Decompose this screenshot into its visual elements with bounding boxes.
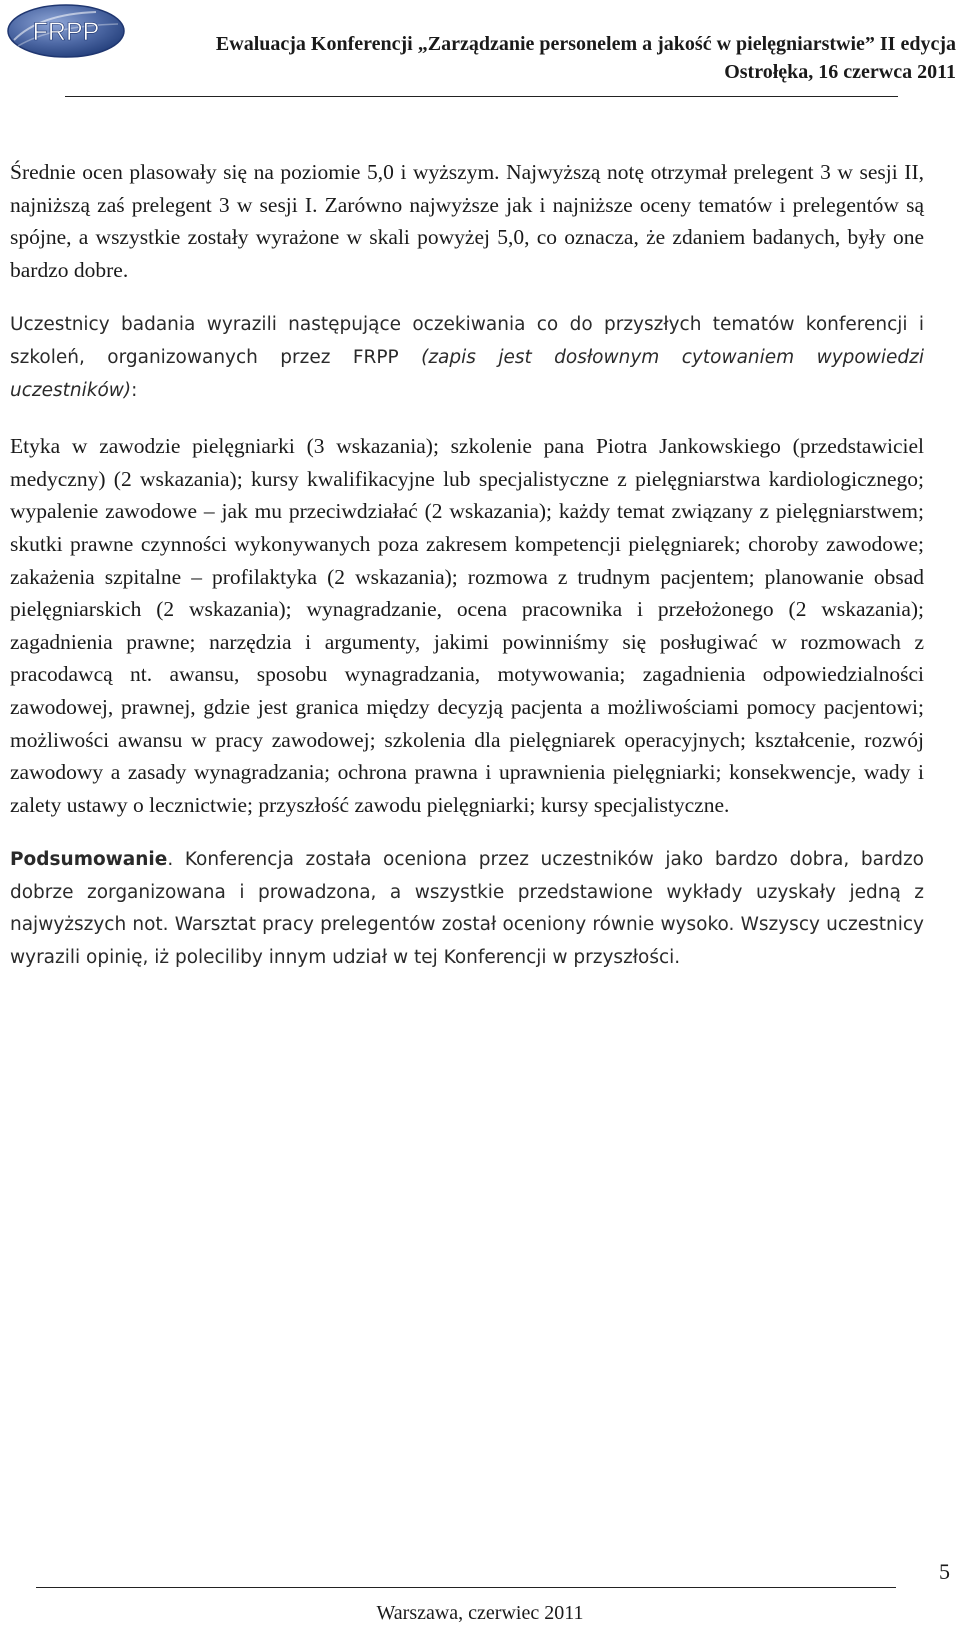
- expectations-intro-colon: :: [131, 379, 138, 401]
- header-title-line2: Ostrołęka, 16 czerwca 2011: [724, 61, 956, 83]
- footer-divider: [36, 1587, 896, 1588]
- page-number: 5: [939, 1559, 950, 1584]
- frpp-logo: [0, 0, 128, 62]
- document-header: [216, 30, 956, 86]
- expectations-intro-text: Uczestnicy badania wyrazili następujące oczekiwania co do przyszłych tematów konferencji i szkoleń, organizowanych przez FRPP: [10, 314, 924, 368]
- footer-location-date: Warszawa, czerwiec 2011: [376, 1602, 584, 1624]
- paragraph-topics-list: Etyka w zawodzie pielęgniarki (3 wskazania); szkolenie pana Piotra Jankowskiego (przedstawiciel medyczny) (2 wskazania); kursy kwalifikacyjne lub specjalistyczne z pielęgniarstwa kardiologicznego; wypalenie zawodowe – jak mu przeciwdziałać (2 wskazania); każdy temat związany z pielęgniarstwem; skutki prawne czynności wykonywanych poza zakresem kompetencji pielęgniarek; choroby zawodowe; zakażenia szpitalne – profilaktyka (2 wskazania); rozmowa z trudnym pacjentem; planowanie obsad pielęgniarskich (2 wskazania); wynagradzanie, ocena pracownika i przełożonego (2 wskazania); zagadnienia prawne; narzędzia i argumenty, jakimi powinniśmy się posługiwać w rozmowach z pracodawcą nt. awansu, sposobu wynagradzania, motywowania; zagadnienia odpowiedzialności zawodowej, prawnej, gdzie jest granica między decyzją pacjenta a możliwościami pomocy pacjentowi; możliwości awansu w pracy zawodowej; szkolenia dla pielęgniarek operacyjnych; kształcenie, rozwój zawodowy a zasady wynagradzania; ochrona prawna i uprawnienia pielęgniarki; konsekwencje, wady i zalety ustawy o lecznictwie; przyszłość zawodu pielęgniarki; kursy specjalistyczne.: [10, 434, 924, 817]
- header-divider: [65, 96, 898, 97]
- summary-text: . Konferencja została oceniona przez uczestników jako bardzo dobra, bardzo dobrze zorganizowana i prowadzona, a wszystkie przedstawione wykłady uzyskały jedną z najwyższych not. Warsztat pracy prelegentów został oceniony równie wysoko. Wszyscy uczestnicy wyrazili opinię, iż poleciliby innym udział w tej Konferencji w przyszłości.: [10, 849, 924, 969]
- header-title-line1: Ewaluacja Konferencji „Zarządzanie personelem a jakość w pielęgniarstwie” II edycja: [215, 33, 956, 55]
- frpp-logo-graphic: [0, 0, 128, 62]
- paragraph-ratings-summary: Średnie ocen plasowały się na poziomie 5,0 i wyższym. Najwyższą notę otrzymał prelegent 3 w sesji II, najniższą zaś prelegent 3 w sesji I. Zarówno najwyższe jak i najniższe oceny tematów i prelegentów są spójne, a wszystkie zostały wyrażone w skali powyżej 5,0, co oznacza, że zdaniem badanych, były one bardzo dobre.: [10, 160, 924, 282]
- logo-text: FRPP: [32, 18, 100, 46]
- paragraph-summary: [10, 844, 924, 974]
- summary-heading: Podsumowanie: [10, 849, 168, 871]
- expectations-intro-note: (zapis jest dosłownym cytowaniem wypowiedzi uczestników): [10, 346, 924, 401]
- paragraph-expectations-intro: [10, 309, 924, 407]
- document-body: [10, 156, 924, 975]
